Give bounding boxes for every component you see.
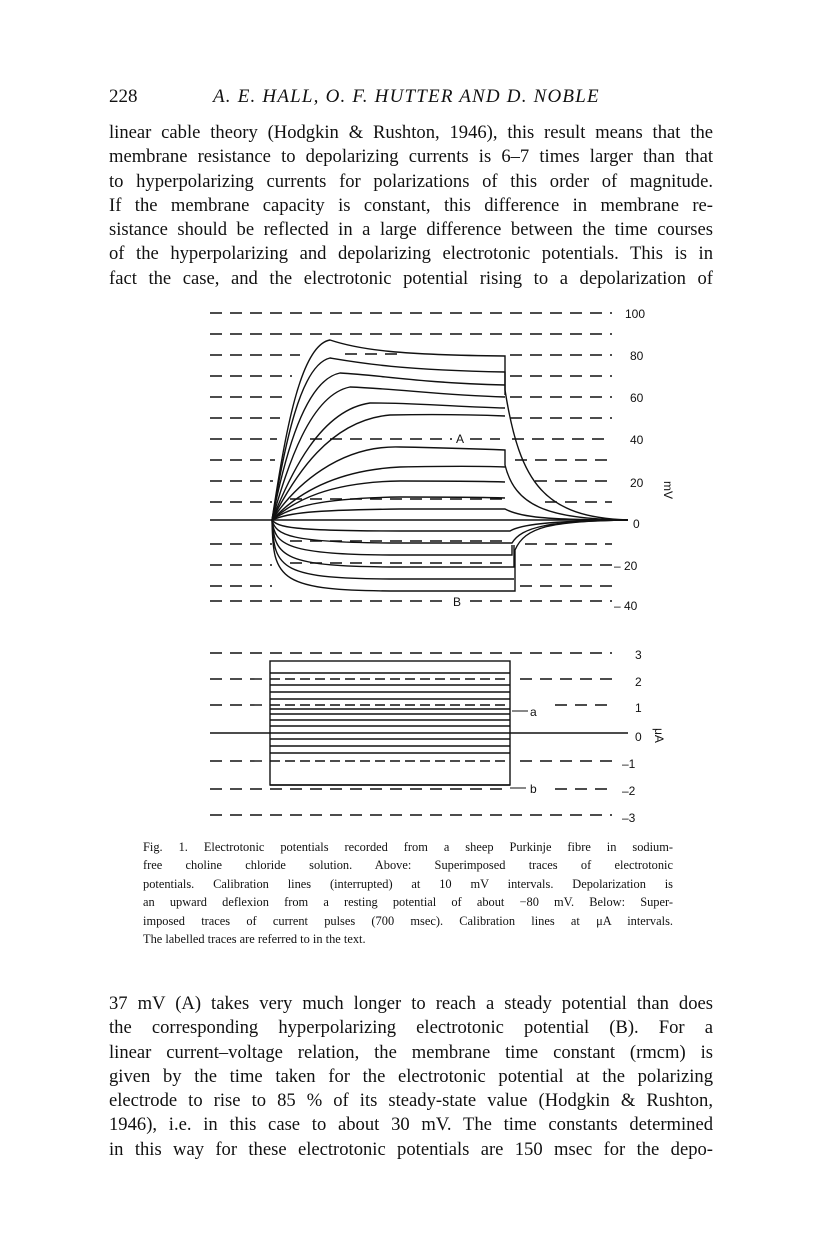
tick-label-80: 80	[630, 349, 644, 363]
text-line: fact the case, and the electrotonic potential rising to a depolarization of	[109, 267, 713, 289]
tick-label-40: 40	[630, 433, 644, 447]
text-line: to hyperpolarizing currents for polarizations of this order of magnitude.	[109, 170, 713, 192]
trace-depol-8	[272, 481, 505, 520]
caption-line: potentials. Calibration lines (interrupted) at 10 mV intervals. Depolarization is	[143, 876, 673, 891]
figure-1	[0, 295, 816, 830]
text-line: electrode to rise to 85 % of its steady-state value (Hodgkin & Rushton,	[109, 1090, 713, 1112]
text-line: 37 mV (A) takes very much longer to reach a steady potential than does	[109, 993, 713, 1014]
trace-hyper-3	[272, 520, 512, 555]
body-paragraph-1	[109, 121, 713, 291]
current-tick-2: 2	[635, 675, 642, 689]
caption-line: an upward deflexion from a resting potential of about −80 mV. Below: Super-	[143, 895, 673, 910]
tick-label-0: 0	[633, 517, 640, 531]
upper-axis-unit: mV	[661, 481, 675, 499]
text-line: membrane resistance to depolarizing currents is 6–7 times larger than that	[109, 146, 713, 168]
trace-label-a: a	[530, 705, 537, 719]
trace-depol-5	[272, 403, 505, 520]
page-number: 228	[109, 86, 138, 107]
caption-line: The labelled traces are referred to in the text.	[143, 932, 366, 947]
tick-label-20: 20	[630, 476, 644, 490]
tick-label-60: 60	[630, 391, 644, 405]
current-tick-minus2: –2	[622, 784, 636, 798]
text-line: in this way for these electrotonic potentials are 150 msec for the depo-	[109, 1138, 713, 1160]
page-header	[109, 86, 713, 114]
text-line: of the hyperpolarizing and depolarizing electrotonic potentials. This is in	[109, 243, 713, 265]
caption-line: free choline chloride solution. Above: Superimposed traces of electrotonic	[143, 858, 673, 873]
tick-label-100: 100	[625, 307, 646, 321]
text-line: linear current–voltage relation, the membrane time constant (rmcm) is	[109, 1041, 713, 1063]
text-line: the corresponding hyperpolarizing electrotonic potential (B). For a	[109, 1017, 713, 1039]
trace-label-A: A	[456, 432, 465, 446]
figure-caption	[143, 838, 673, 948]
trace-label-B: B	[453, 595, 462, 609]
text-line: If the membrane capacity is constant, this difference in membrane re-	[109, 194, 713, 216]
text-line: sistance should be reflected in a large difference between the time courses	[109, 219, 713, 241]
current-tick-0: 0	[635, 730, 642, 744]
lower-axis-unit: μA	[652, 728, 666, 743]
tick-label-minus20: – 20	[614, 559, 638, 573]
running-head: A. E. HALL, O. F. HUTTER AND D. NOBLE	[213, 86, 600, 107]
caption-line: imposed traces of current pulses (700 msec). Calibration lines at μA intervals.	[143, 913, 673, 928]
text-line: linear cable theory (Hodgkin & Rushton, 1946), this result means that the	[109, 122, 713, 143]
body-paragraph-2	[109, 992, 713, 1162]
current-tick-minus1: –1	[622, 757, 636, 771]
text-line: given by the time taken for the electrotonic potential at the polarizing	[109, 1065, 713, 1087]
current-tick-minus3: –3	[622, 811, 636, 825]
trace-depol-1	[272, 340, 628, 520]
tick-label-minus40: – 40	[614, 599, 638, 613]
caption-line: Fig. 1. Electrotonic potentials recorded from a sheep Purkinje fibre in sodium-	[143, 840, 673, 854]
current-tick-3: 3	[635, 648, 642, 662]
text-line: 1946), i.e. in this case to about 30 mV. The time constants determined	[109, 1114, 713, 1136]
current-pulse-lines	[270, 673, 510, 785]
trace-label-b: b	[530, 782, 537, 796]
current-tick-1: 1	[635, 701, 642, 715]
